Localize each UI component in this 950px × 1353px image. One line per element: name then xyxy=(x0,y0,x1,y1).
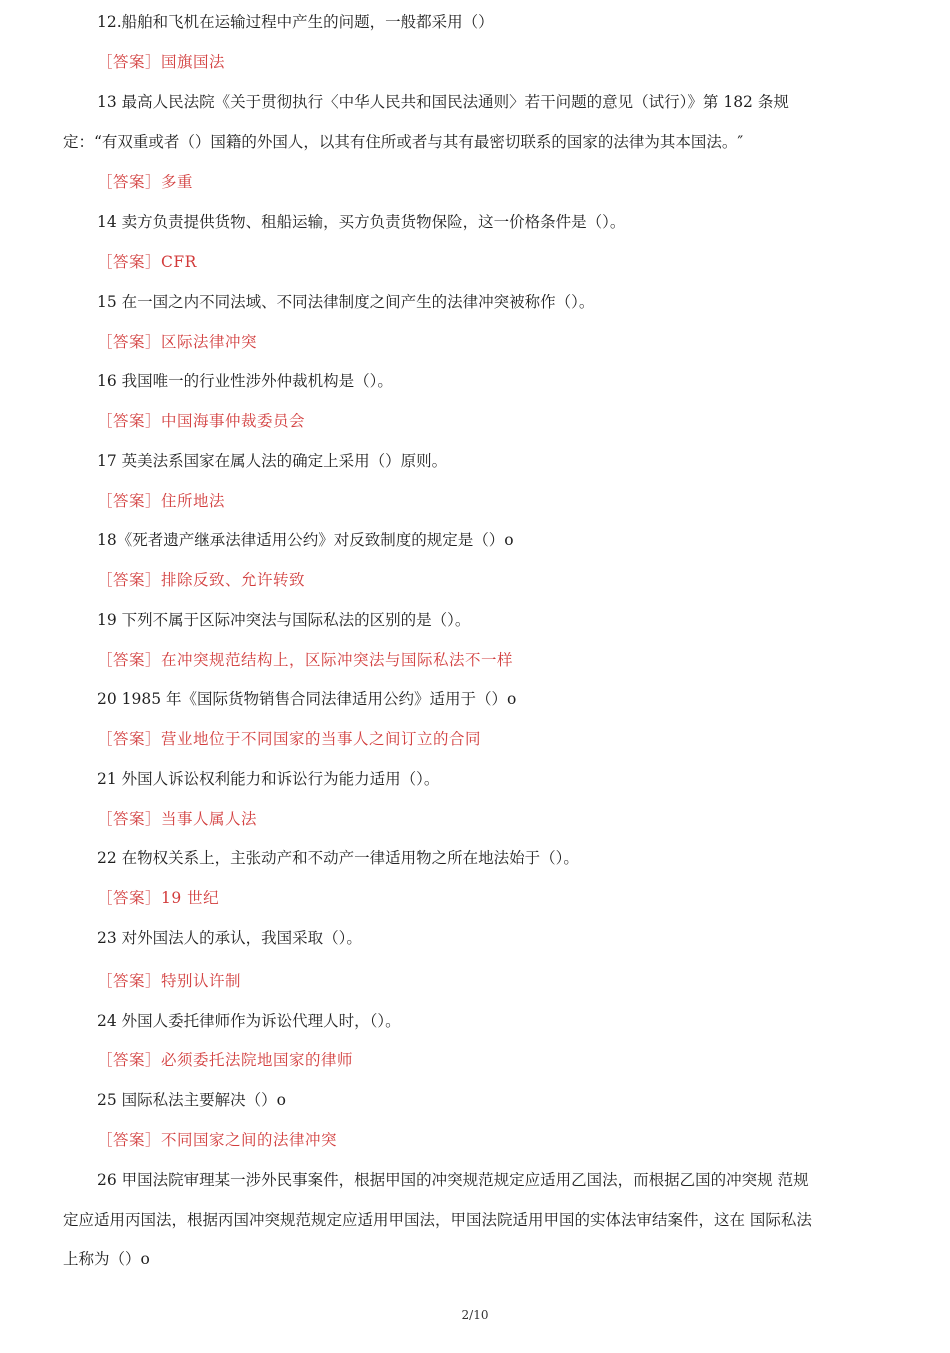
answer-22: ［答案］19 世纪 xyxy=(97,889,220,907)
answer-13: ［答案］多重 xyxy=(97,173,194,191)
answer-18: ［答案］排除反致、允许转致 xyxy=(97,571,306,589)
question-25: 25 国际私法主要解决（）o xyxy=(97,1091,286,1109)
question-13-line-1: 13 最高人民法院《关于贯彻执行〈中华人民共和国民法通则〉若干问题的意见（试行）》第 182 条规 xyxy=(97,93,789,111)
answer-23: ［答案］特别认许制 xyxy=(97,972,242,990)
question-26-line-2: 定应适用丙国法，根据丙国冲突规范规定应适用甲国法，甲国法院适用甲国的实体法审结案件，这在 国际私法 xyxy=(63,1211,812,1229)
question-13-line-2: 定：“有双重或者（）国籍的外国人，以其有住所或者与其有最密切联系的国家的法律为其本国法。″ xyxy=(63,133,744,151)
question-17: 17 英美法系国家在属人法的确定上采用（）原则。 xyxy=(97,452,448,470)
answer-17: ［答案］住所地法 xyxy=(97,492,226,510)
answer-12: ［答案］国旗国法 xyxy=(97,53,226,71)
answer-21: ［答案］当事人属人法 xyxy=(97,810,258,828)
question-20: 20 1985 年《国际货物销售合同法律适用公约》适用于（）o xyxy=(97,690,517,708)
question-26-line-1: 26 甲国法院审理某一涉外民事案件，根据甲国的冲突规范规定应适用乙国法，而根据乙国的冲突规 范规 xyxy=(97,1171,809,1189)
answer-15: ［答案］区际法律冲突 xyxy=(97,333,258,351)
question-14: 14 卖方负责提供货物、租船运输，买方负责货物保险，这一价格条件是（）。 xyxy=(97,213,626,231)
answer-19: ［答案］在冲突规范结构上，区际冲突法与国际私法不一样 xyxy=(97,651,514,669)
question-12: 12.船舶和飞机在运输过程中产生的问题，一般都采用（） xyxy=(97,13,494,31)
question-21: 21 外国人诉讼权利能力和诉讼行为能力适用（）。 xyxy=(97,770,440,788)
question-23: 23 对外国法人的承认，我国采取（）。 xyxy=(97,929,362,947)
answer-16: ［答案］中国海事仲裁委员会 xyxy=(97,412,306,430)
answer-25: ［答案］不同国家之间的法律冲突 xyxy=(97,1131,338,1149)
question-22: 22 在物权关系上，主张动产和不动产一律适用物之所在地法始于（）。 xyxy=(97,849,579,867)
page-number: 2/10 xyxy=(461,1308,489,1322)
question-26-line-3: 上称为（）o xyxy=(63,1250,150,1268)
question-16: 16 我国唯一的行业性涉外仲裁机构是（）。 xyxy=(97,372,393,390)
answer-14: ［答案］CFR xyxy=(97,253,197,271)
answer-24: ［答案］必须委托法院地国家的律师 xyxy=(97,1051,354,1069)
answer-20: ［答案］营业地位于不同国家的当事人之间订立的合同 xyxy=(97,730,482,748)
question-15: 15 在一国之内不同法域、不同法律制度之间产生的法律冲突被称作（）。 xyxy=(97,293,595,311)
question-19: 19 下列不属于区际冲突法与国际私法的区别的是（）。 xyxy=(97,611,471,629)
question-18: 18《死者遗产继承法律适用公约》对反致制度的规定是（）o xyxy=(97,531,514,549)
question-24: 24 外国人委托律师作为诉讼代理人时，（）。 xyxy=(97,1012,401,1030)
